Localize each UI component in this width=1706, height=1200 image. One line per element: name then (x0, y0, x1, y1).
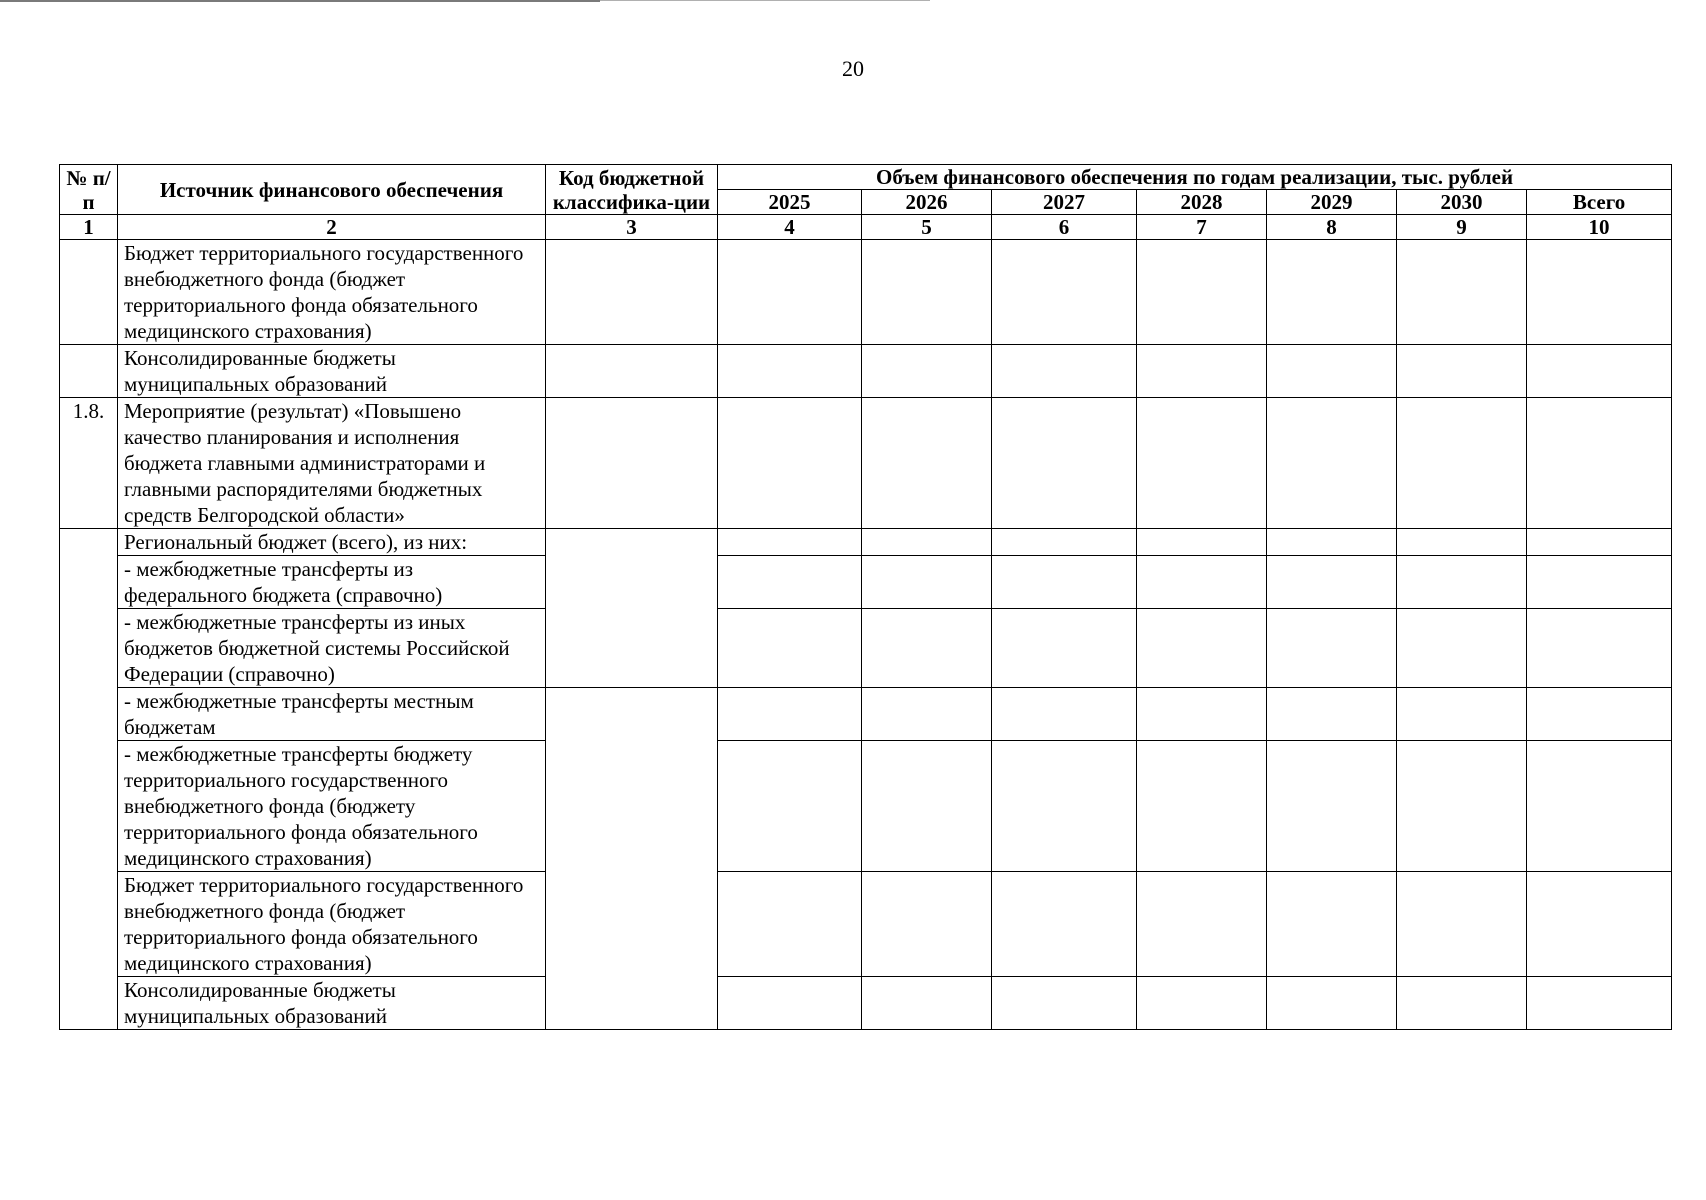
value-cell (718, 741, 862, 872)
row-source: - межбюджетные трансферты местным бюджетам (118, 688, 546, 741)
table-row (60, 345, 1672, 398)
value-cell (718, 688, 862, 741)
column-number: 5 (862, 215, 992, 240)
value-cell (862, 398, 992, 529)
value-cell (1527, 398, 1672, 529)
table-row (60, 741, 1672, 872)
column-number: 2 (118, 215, 546, 240)
value-cell (862, 688, 992, 741)
header-total: Всего (1527, 190, 1672, 215)
value-cell (1397, 872, 1527, 977)
row-source: Консолидированные бюджеты муниципальных образований (118, 977, 546, 1030)
row-source: Региональный бюджет (всего), из них: (118, 529, 546, 556)
row-index (60, 345, 118, 398)
column-number-row (60, 215, 1672, 240)
table-row (60, 529, 1672, 556)
value-cell (1137, 240, 1267, 345)
value-cell (1527, 345, 1672, 398)
value-cell (1137, 977, 1267, 1030)
value-cell (862, 977, 992, 1030)
row-code-cell (546, 240, 718, 345)
value-cell (992, 977, 1137, 1030)
value-cell (718, 609, 862, 688)
row-source: Бюджет территориального государственного внебюджетного фонда (бюджет территориального фонда обязательного медицинского страхования) (118, 872, 546, 977)
row-source: - межбюджетные трансферты из федерального бюджета (справочно) (118, 556, 546, 609)
value-cell (1397, 240, 1527, 345)
value-cell (992, 398, 1137, 529)
value-cell (992, 240, 1137, 345)
row-source: Консолидированные бюджеты муниципальных образований (118, 345, 546, 398)
value-cell (718, 556, 862, 609)
table-row (60, 398, 1672, 529)
value-cell (1397, 556, 1527, 609)
page-number: 20 (842, 56, 864, 81)
row-index (60, 529, 118, 1030)
table-row (60, 872, 1672, 977)
value-cell (1267, 741, 1397, 872)
value-cell (1527, 688, 1672, 741)
value-cell (862, 345, 992, 398)
table-row (60, 977, 1672, 1030)
value-cell (1397, 345, 1527, 398)
value-cell (1397, 977, 1527, 1030)
value-cell (1137, 556, 1267, 609)
row-source: Бюджет территориального государственного внебюджетного фонда (бюджет территориального фонда обязательного медицинского страхования) (118, 240, 546, 345)
value-cell (862, 872, 992, 977)
value-cell (718, 345, 862, 398)
financing-table (59, 164, 1672, 1030)
header-year: 2026 (862, 190, 992, 215)
value-cell (992, 688, 1137, 741)
value-cell (1527, 609, 1672, 688)
value-cell (1267, 609, 1397, 688)
value-cell (1267, 688, 1397, 741)
table-row (60, 556, 1672, 609)
value-cell (992, 556, 1137, 609)
value-cell (1267, 398, 1397, 529)
row-source: - межбюджетные трансферты бюджету территориального государственного внебюджетного фонда (бюджету территориального фонда обязательного медицинского страхования) (118, 741, 546, 872)
value-cell (862, 741, 992, 872)
value-cell (1267, 556, 1397, 609)
value-cell (1267, 240, 1397, 345)
header-row-1 (60, 165, 1672, 190)
value-cell (862, 609, 992, 688)
value-cell (1397, 398, 1527, 529)
value-cell (718, 398, 862, 529)
column-number: 3 (546, 215, 718, 240)
value-cell (1527, 529, 1672, 556)
value-cell (1137, 688, 1267, 741)
column-number: 6 (992, 215, 1137, 240)
header-col-volume: Объем финансового обеспечения по годам реализации, тыс. рублей (718, 165, 1672, 190)
row-index (60, 240, 118, 345)
row-source: - межбюджетные трансферты из иных бюджетов бюджетной системы Российской Федерации (справочно) (118, 609, 546, 688)
value-cell (1397, 529, 1527, 556)
value-cell (1527, 977, 1672, 1030)
column-number: 8 (1267, 215, 1397, 240)
value-cell (862, 240, 992, 345)
header-year: 2029 (1267, 190, 1397, 215)
header-year: 2030 (1397, 190, 1527, 215)
value-cell (1137, 741, 1267, 872)
header-year: 2025 (718, 190, 862, 215)
table-row (60, 240, 1672, 345)
value-cell (718, 240, 862, 345)
value-cell (1527, 872, 1672, 977)
value-cell (1397, 741, 1527, 872)
value-cell (862, 556, 992, 609)
value-cell (992, 741, 1137, 872)
value-cell (1137, 872, 1267, 977)
header-year: 2027 (992, 190, 1137, 215)
value-cell (1137, 609, 1267, 688)
row-code-cell (546, 688, 718, 1030)
header-year: 2028 (1137, 190, 1267, 215)
row-source: Мероприятие (результат) «Повышено качество планирования и исполнения бюджета главными администраторами и главными распорядителями бюджетных средств Белгородской области» (118, 398, 546, 529)
value-cell (1137, 345, 1267, 398)
value-cell (862, 529, 992, 556)
value-cell (1527, 240, 1672, 345)
header-col-num: № п/п (60, 165, 118, 215)
value-cell (992, 345, 1137, 398)
row-index: 1.8. (60, 398, 118, 529)
value-cell (1267, 529, 1397, 556)
row-code-cell (546, 529, 718, 688)
value-cell (1137, 529, 1267, 556)
column-number: 1 (60, 215, 118, 240)
value-cell (1527, 556, 1672, 609)
scan-edge-line (600, 0, 930, 1)
column-number: 4 (718, 215, 862, 240)
value-cell (1527, 741, 1672, 872)
row-code-cell (546, 345, 718, 398)
value-cell (1267, 977, 1397, 1030)
value-cell (718, 529, 862, 556)
value-cell (1267, 872, 1397, 977)
header-col-code: Код бюджетной классифика-ции (546, 165, 718, 215)
table-row (60, 688, 1672, 741)
value-cell (992, 872, 1137, 977)
value-cell (1267, 345, 1397, 398)
value-cell (718, 872, 862, 977)
value-cell (718, 977, 862, 1030)
value-cell (1137, 398, 1267, 529)
table-row (60, 609, 1672, 688)
column-number: 9 (1397, 215, 1527, 240)
column-number: 10 (1527, 215, 1672, 240)
row-code-cell (546, 398, 718, 529)
header-col-source: Источник финансового обеспечения (118, 165, 546, 215)
column-number: 7 (1137, 215, 1267, 240)
value-cell (992, 609, 1137, 688)
value-cell (1397, 609, 1527, 688)
scan-edge-line (0, 0, 600, 2)
value-cell (1397, 688, 1527, 741)
value-cell (992, 529, 1137, 556)
